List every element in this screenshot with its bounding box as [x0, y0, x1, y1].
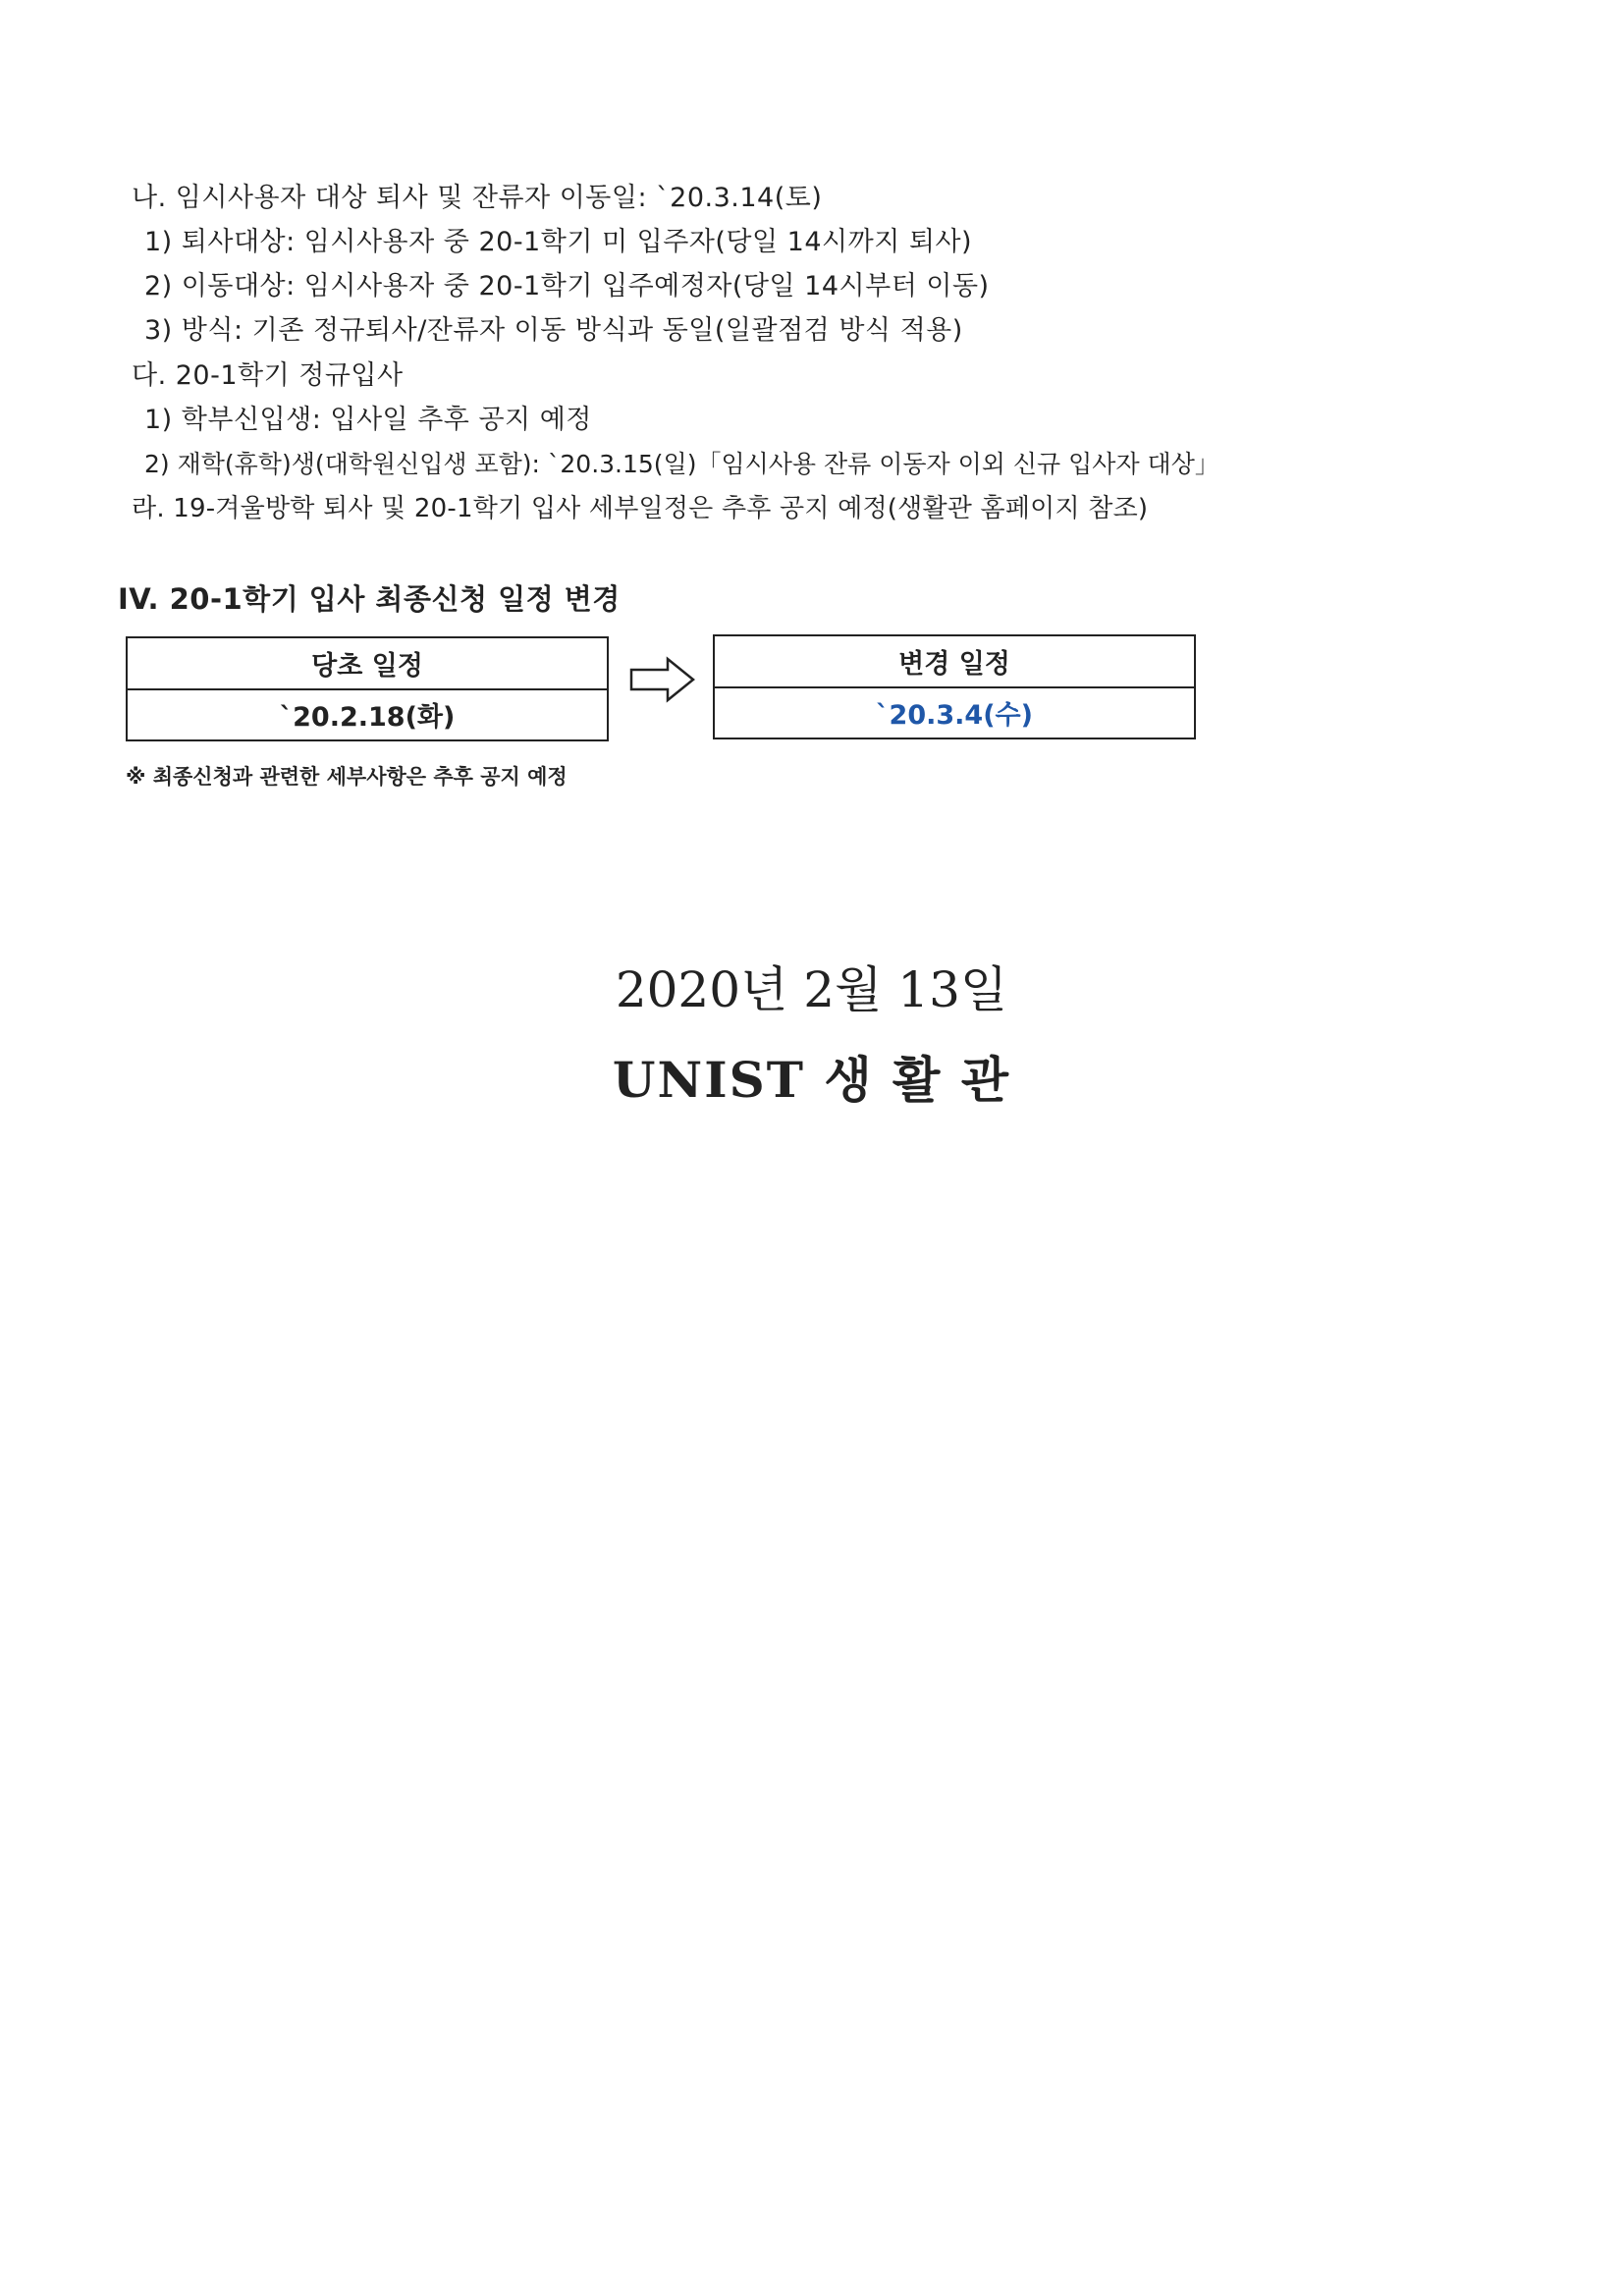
original-schedule-box	[126, 636, 609, 741]
item-na: 나. 임시사용자 대상 퇴사 및 잔류자 이동일: `20.3.14(토)	[132, 183, 823, 213]
item-ra: 라. 19-겨울방학 퇴사 및 20-1학기 입사 세부일정은 추후 공지 예정(생활관 홈페이지 참조)	[132, 494, 1149, 523]
right-arrow-outline-icon	[628, 656, 697, 703]
original-schedule-date: `20.2.18(화)	[279, 702, 456, 734]
item-na-3: 3) 방식: 기존 정규퇴사/잔류자 이동 방식과 동일(일괄점검 방식 적용)	[144, 315, 963, 346]
issue-date: 2020년 2월 13일	[615, 961, 1008, 1018]
changed-schedule-date: `20.3.4(수)	[876, 700, 1033, 732]
changed-schedule-header: 변경 일정	[715, 636, 1194, 688]
changed-schedule-box	[713, 634, 1196, 739]
issuer-name: UNIST 생 활 관	[612, 1051, 1011, 1109]
footnote: ※ 최종신청과 관련한 세부사항은 추후 공지 예정	[126, 765, 568, 789]
item-na-2: 2) 이동대상: 임시사용자 중 20-1학기 입주예정자(당일 14시부터 이동)	[144, 271, 990, 301]
item-da: 다. 20-1학기 정규입사	[132, 360, 404, 391]
item-da-1: 1) 학부신입생: 입사일 추후 공지 예정	[144, 405, 592, 435]
item-da-2: 2) 재학(휴학)생(대학원신입생 포함): `20.3.15(일)「임시사용 잔류 이동자 이외 신규 입사자 대상」	[144, 450, 1219, 478]
original-schedule-header: 당초 일정	[128, 638, 607, 690]
item-na-1: 1) 퇴사대상: 임시사용자 중 20-1학기 미 입주자(당일 14시까지 퇴사)	[144, 227, 973, 257]
section-title: IV. 20-1학기 입사 최종신청 일정 변경	[118, 582, 621, 616]
